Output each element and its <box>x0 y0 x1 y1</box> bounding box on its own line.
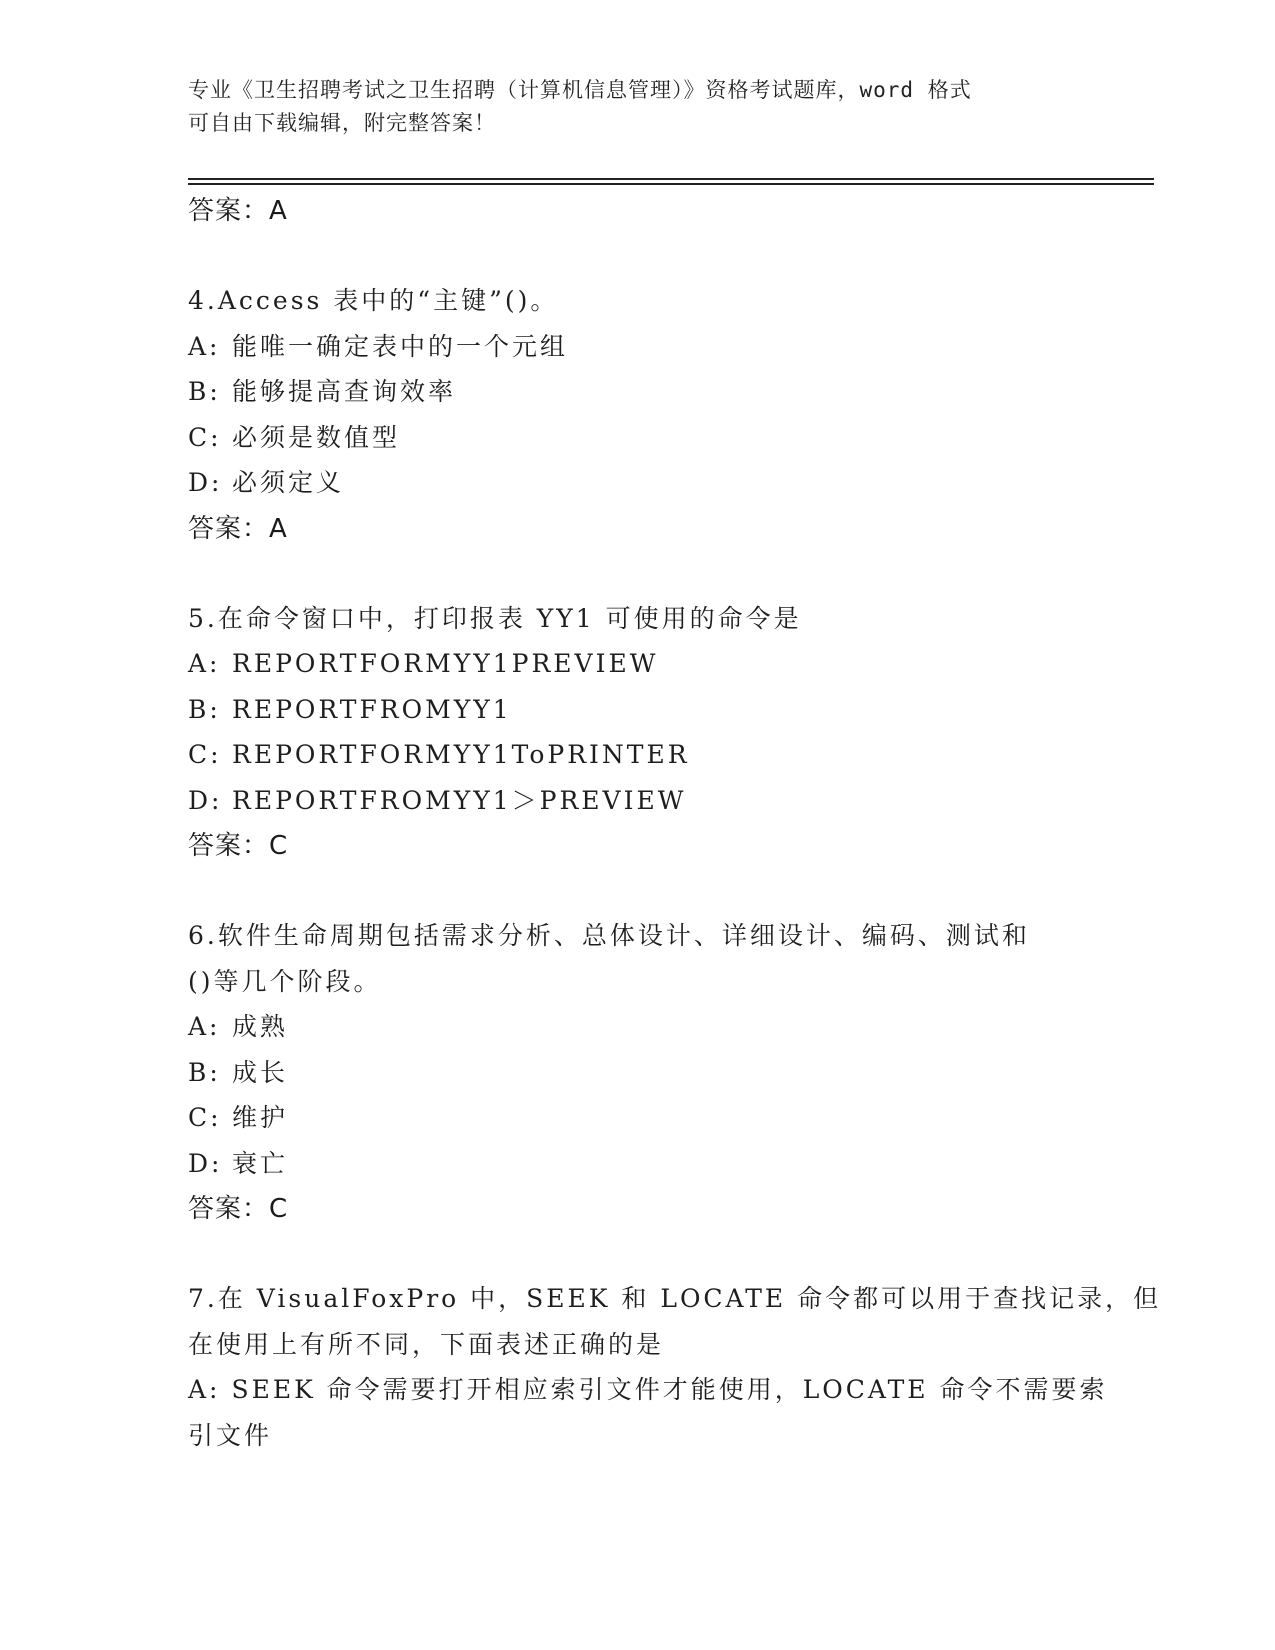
header-rule-top <box>188 178 1154 180</box>
answer-line: 答案：A <box>188 513 288 544</box>
answer-line: 答案：C <box>188 831 289 861</box>
option-text: SEEK 命令需要打开相应索引文件才能使用，LOCATE 命令不需要索 <box>231 1375 1108 1404</box>
option-text: 成熟 <box>232 1012 289 1041</box>
option-key: B: <box>188 694 221 724</box>
question-6 <box>188 913 1088 1232</box>
option-a <box>188 1367 1108 1458</box>
header-line-1: 专业《卫生招聘考试之卫生招聘（计算机信息管理）》资格考试题库，word 格式 <box>188 78 972 102</box>
option-text: REPORTFROMYY1＞PREVIEW <box>232 785 687 815</box>
option-text: 能唯一确定表中的一个元组 <box>232 331 569 361</box>
option-a-line: 引文件 <box>188 1420 273 1450</box>
question-stem-line: 7.在 VisualFoxPro 中，SEEK 和 LOCATE 命令都可以用于查找记录，但 <box>188 1284 1162 1313</box>
option-a <box>188 1004 1088 1050</box>
option-key: D: <box>188 785 223 815</box>
question-stem-line: 6.软件生命周期包括需求分析、总体设计、详细设计、编码、测试和 <box>188 921 1030 950</box>
option-text: REPORTFORMYY1PREVIEW <box>232 649 659 678</box>
option-key: C: <box>188 740 222 769</box>
option-d <box>188 460 1088 506</box>
option-text: 必须是数值型 <box>232 422 401 452</box>
option-text: 维护 <box>232 1103 289 1132</box>
option-a <box>188 324 1088 370</box>
option-d <box>188 1141 1088 1187</box>
option-key: C: <box>188 422 222 452</box>
question-7 <box>188 1276 1162 1458</box>
answer-line: 答案：C <box>188 1194 289 1224</box>
option-key: B: <box>188 377 221 406</box>
question-stem-line: 4.Access 表中的“主键”()。 <box>188 286 559 315</box>
option-key: A: <box>188 1012 221 1041</box>
document-header <box>188 74 1068 140</box>
option-key: A: <box>188 649 221 678</box>
question-list <box>188 188 1162 1502</box>
option-key: C: <box>188 1103 222 1132</box>
option-b <box>188 1050 1088 1096</box>
question-stem-line: ()等几个阶段。 <box>188 966 382 996</box>
option-d <box>188 778 1088 824</box>
option-text: 必须定义 <box>232 468 345 497</box>
question-stem <box>188 1276 1162 1367</box>
option-key: A: <box>188 331 221 361</box>
header-line-2: 可自由下载编辑，附完整答案！ <box>188 111 496 135</box>
option-text: 衰亡 <box>232 1148 289 1178</box>
question-stem-line: 5.在命令窗口中，打印报表 YY1 可使用的命令是 <box>188 603 802 633</box>
option-text: REPORTFROMYY1 <box>232 694 512 724</box>
option-text: 能够提高查询效率 <box>232 377 457 406</box>
question-4 <box>188 278 1088 552</box>
option-key: D: <box>188 1148 223 1178</box>
option-a-line <box>188 1367 1108 1413</box>
option-key: B: <box>188 1057 221 1087</box>
answer-line: 答案：A <box>188 196 288 226</box>
option-a <box>188 641 1088 687</box>
option-text: REPORTFORMYY1ToPRINTER <box>232 740 690 769</box>
option-key: A: <box>188 1375 221 1404</box>
option-key: D: <box>188 468 223 497</box>
question-stem <box>188 596 1088 642</box>
option-c <box>188 1095 1088 1141</box>
question-stem <box>188 278 1088 324</box>
question-stem <box>188 913 1088 1004</box>
option-b <box>188 369 1088 415</box>
option-text: 成长 <box>232 1057 289 1087</box>
option-c <box>188 415 1088 461</box>
question-5 <box>188 596 1088 870</box>
option-c <box>188 732 1088 778</box>
header-rule-bottom <box>188 183 1154 185</box>
option-b <box>188 687 1088 733</box>
question-stem-line: 在使用上有所不同，下面表述正确的是 <box>188 1329 665 1359</box>
